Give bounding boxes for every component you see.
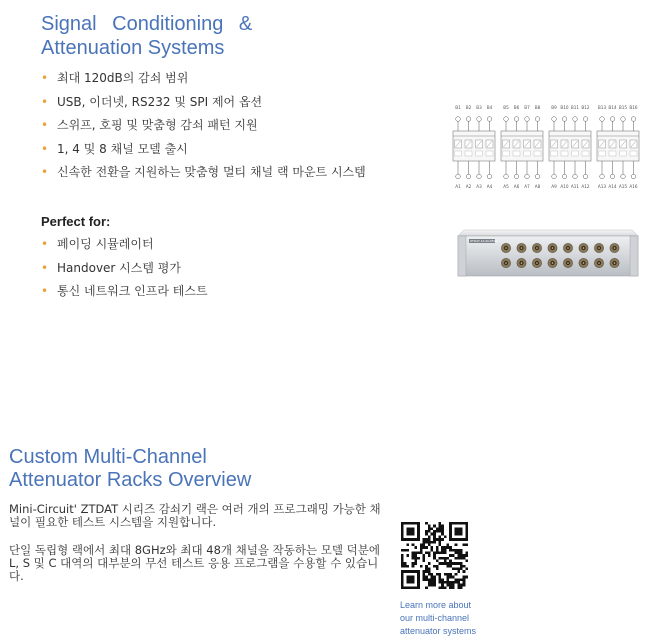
port-b (631, 117, 636, 122)
diagram-top-label: B2 (465, 105, 472, 110)
port-a (621, 174, 626, 179)
panel-label: ZTDAT-16-6G95SA (470, 239, 498, 244)
port-b (525, 117, 530, 122)
overview-title-line-2: Attenuator Racks Overview (9, 469, 252, 491)
diagram-bottom-label: A12 (581, 184, 590, 189)
port-a (525, 174, 530, 179)
diagram-top-label: B1 (455, 105, 461, 110)
diagram-top-label: B10 (560, 105, 569, 110)
overview-title (9, 446, 251, 492)
port-a (504, 174, 509, 179)
port-a (552, 174, 557, 179)
port-a (456, 174, 461, 179)
diagram-top-label: B12 (581, 105, 590, 110)
port-a (487, 174, 492, 179)
use-case-list (41, 237, 386, 308)
port-a (514, 174, 519, 179)
port-b (514, 117, 519, 122)
diagram-bottom-label: A10 (560, 184, 569, 189)
spec-item: • 최대 120dB의 감쇠 범위 (41, 71, 386, 85)
port-b (562, 117, 567, 122)
use-case-item: • 페이딩 시뮬레이터 (41, 237, 386, 251)
port-b (583, 117, 588, 122)
diagram-top-label: B16 (629, 105, 638, 110)
port-a (583, 174, 588, 179)
diagram-top-label: B13 (597, 105, 607, 110)
port-b (487, 117, 492, 122)
port-b (466, 117, 471, 122)
port-b (610, 117, 615, 122)
qr-caption-line: our multi-channel (400, 613, 470, 623)
rack-product-photo (456, 226, 640, 280)
diagram-bottom-label: A7 (524, 184, 530, 189)
heading-line-2: Attenuation Systems (41, 37, 225, 59)
perfect-for-label: Perfect for: (41, 214, 111, 229)
qr-caption-line: attenuator systems (400, 626, 477, 636)
diagram-top-label: B6 (513, 105, 520, 110)
port-a (631, 174, 636, 179)
port-b (552, 117, 557, 122)
port-b (573, 117, 578, 122)
diagram-bottom-label: A15 (618, 184, 628, 189)
spec-item: • 1, 4 및 8 채널 모델 출시 (41, 142, 386, 156)
diagram-bottom-label: A8 (534, 184, 541, 189)
diagram-top-label: B5 (503, 105, 509, 110)
spec-item: • USB, 이더넷, RS232 및 SPI 제어 옵션 (41, 95, 386, 109)
qr-caption-line: Learn more about (400, 600, 472, 610)
diagram-top-label: B14 (608, 105, 617, 110)
diagram-bottom-label: A11 (570, 184, 580, 189)
qr-caption[interactable] (400, 599, 490, 638)
diagram-bottom-label: A5 (503, 184, 509, 189)
port-b (621, 117, 626, 122)
diagram-top-label: B11 (570, 105, 580, 110)
qr-code[interactable] (401, 522, 468, 589)
use-case-item: • 통신 네트워크 인프라 테스트 (41, 284, 386, 298)
port-b (535, 117, 540, 122)
diagram-top-label: B3 (476, 105, 482, 110)
use-case-item: • Handover 시스템 평가 (41, 261, 386, 275)
port-a (477, 174, 482, 179)
port-b (456, 117, 461, 122)
diagram-bottom-label: A2 (465, 184, 472, 189)
diagram-top-label: B9 (551, 105, 557, 110)
diagram-top-label: B15 (618, 105, 628, 110)
overview-paragraph-1: Mini-Circuit' ZTDAT 시리즈 감쇠기 랙은 여러 개의 프로그래밍 가능한 채널이 필요한 테스트 시스템을 지원합니다. (9, 502, 381, 529)
spec-list (41, 71, 386, 189)
diagram-top-label: B7 (524, 105, 530, 110)
diagram-bottom-label: A4 (486, 184, 493, 189)
diagram-bottom-label: A14 (608, 184, 617, 189)
port-b (600, 117, 605, 122)
attenuator-block-diagram (450, 103, 650, 193)
diagram-bottom-label: A3 (476, 184, 482, 189)
port-a (562, 174, 567, 179)
port-a (535, 174, 540, 179)
overview-title-line-1: Custom Multi-Channel (9, 446, 207, 468)
diagram-bottom-label: A6 (513, 184, 520, 189)
overview-paragraph-2: 단일 독립형 랙에서 최대 8GHz와 최대 48개 채널을 작동하는 모델 덕분에 L, S 및 C 대역의 대부분의 무선 테스트 응용 프로그램을 수용할 수 있습니다. (9, 543, 380, 583)
port-b (504, 117, 509, 122)
diagram-top-label: B4 (486, 105, 493, 110)
port-a (573, 174, 578, 179)
diagram-bottom-label: A1 (455, 184, 461, 189)
section-heading (41, 12, 341, 60)
spec-item: • 스위프, 호핑 및 맞춤형 감쇠 패턴 지원 (41, 118, 386, 132)
spec-item: • 신속한 전환을 지원하는 맞춤형 멀티 채널 랙 마운트 시스템 (41, 165, 386, 179)
port-a (466, 174, 471, 179)
diagram-bottom-label: A16 (629, 184, 638, 189)
port-b (477, 117, 482, 122)
heading-line-1: Signal Conditioning & (41, 13, 253, 35)
diagram-bottom-label: A9 (551, 184, 557, 189)
diagram-bottom-label: A13 (597, 184, 607, 189)
diagram-top-label: B8 (534, 105, 541, 110)
port-a (610, 174, 615, 179)
port-a (600, 174, 605, 179)
